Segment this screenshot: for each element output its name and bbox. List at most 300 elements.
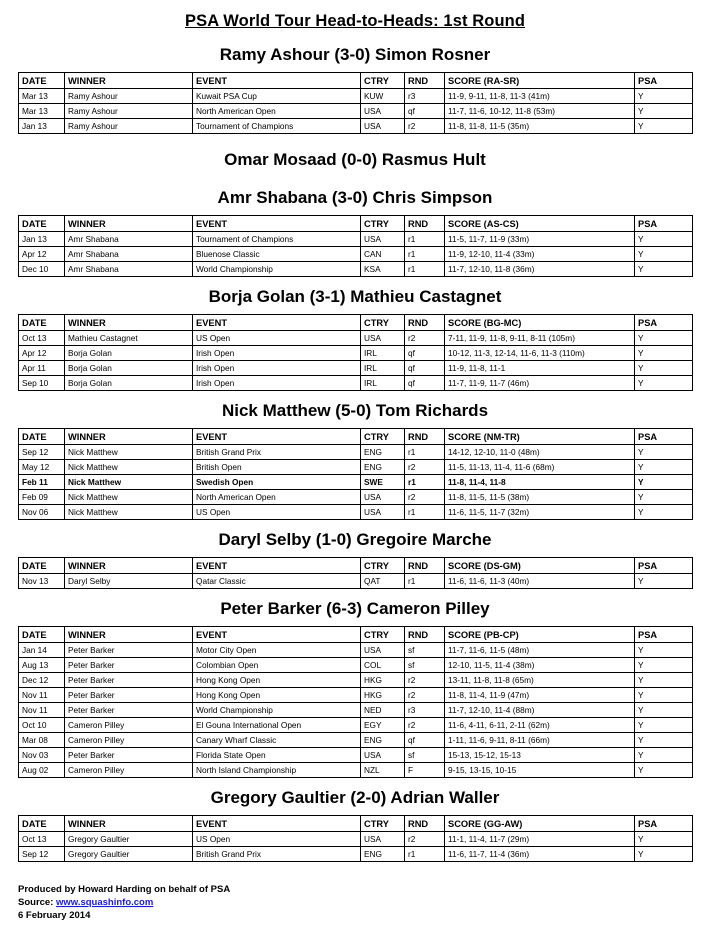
table-row [19,445,693,460]
cell-winner: Ramy Ashour [65,104,193,119]
cell-winner: Cameron Pilley [65,763,193,778]
cell-ctry: ENG [361,733,405,748]
cell-date: Jan 13 [19,119,65,134]
cell-psa: Y [635,847,693,862]
cell-winner: Nick Matthew [65,445,193,460]
cell-psa: Y [635,247,693,262]
cell-date: Aug 02 [19,763,65,778]
cell-score: 7-11, 11-9, 11-8, 9-11, 8-11 (105m) [445,331,635,346]
cell-date: Mar 13 [19,104,65,119]
cell-winner: Cameron Pilley [65,733,193,748]
cell-ctry: ENG [361,847,405,862]
cell-winner: Borja Golan [65,346,193,361]
cell-date: Sep 12 [19,847,65,862]
column-header-winner: WINNER [65,627,193,643]
cell-score: 11-6, 4-11, 6-11, 2-11 (62m) [445,718,635,733]
column-header-event: EVENT [193,216,361,232]
cell-event: Swedish Open [193,475,361,490]
cell-rnd: qf [405,376,445,391]
cell-psa: Y [635,748,693,763]
table-row [19,673,693,688]
cell-score: 11-7, 12-10, 11-4 (88m) [445,703,635,718]
cell-rnd: r1 [405,574,445,589]
table-row [19,89,693,104]
cell-event: US Open [193,505,361,520]
footer-produced-by: Produced by Howard Harding on behalf of PSA [18,884,231,895]
table-row [19,643,693,658]
cell-winner: Cameron Pilley [65,718,193,733]
match-block [18,287,692,391]
table-header-row [19,627,693,643]
cell-psa: Y [635,475,693,490]
cell-ctry: USA [361,643,405,658]
match-block [18,188,692,277]
cell-rnd: r2 [405,718,445,733]
column-header-winner: WINNER [65,429,193,445]
footer-source-link[interactable]: www.squashinfo.com [56,896,154,908]
cell-winner: Mathieu Castagnet [65,331,193,346]
page-title: PSA World Tour Head-to-Heads: 1st Round [184,12,525,30]
cell-rnd: sf [405,748,445,763]
table-row [19,763,693,778]
table-header-row [19,73,693,89]
table-header-row [19,315,693,331]
cell-score: 11-7, 12-10, 11-8 (36m) [445,262,635,277]
cell-ctry: CAN [361,247,405,262]
cell-winner: Peter Barker [65,703,193,718]
table-row [19,460,693,475]
cell-rnd: r1 [405,505,445,520]
cell-psa: Y [635,643,693,658]
column-header-psa: PSA [635,627,693,643]
column-header-event: EVENT [193,558,361,574]
cell-date: May 12 [19,460,65,475]
cell-date: Sep 12 [19,445,65,460]
cell-ctry: USA [361,232,405,247]
column-header-score: SCORE (RA-SR) [445,73,635,89]
cell-psa: Y [635,832,693,847]
cell-event: World Championship [193,703,361,718]
cell-score: 11-8, 11-8, 11-5 (35m) [445,119,635,134]
match-title: Peter Barker (6-3) Cameron Pilley [220,599,490,618]
cell-score: 12-10, 11-5, 11-4 (38m) [445,658,635,673]
cell-date: Apr 12 [19,346,65,361]
cell-rnd: r2 [405,673,445,688]
cell-psa: Y [635,718,693,733]
column-header-rnd: RND [405,627,445,643]
column-header-ctry: CTRY [361,315,405,331]
footer-date: 6 February 2014 [18,909,91,921]
cell-psa: Y [635,673,693,688]
table-row [19,119,693,134]
cell-winner: Ramy Ashour [65,119,193,134]
match-title: Omar Mosaad (0-0) Rasmus Hult [224,150,486,169]
table-row [19,346,693,361]
table-row [19,574,693,589]
table-header-row [19,216,693,232]
cell-rnd: r2 [405,119,445,134]
cell-event: British Grand Prix [193,445,361,460]
head-to-head-table [18,215,693,277]
cell-score: 11-7, 11-9, 11-7 (46m) [445,376,635,391]
cell-rnd: sf [405,643,445,658]
cell-winner: Nick Matthew [65,475,193,490]
cell-ctry: KUW [361,89,405,104]
cell-date: Mar 08 [19,733,65,748]
cell-ctry: USA [361,832,405,847]
column-header-rnd: RND [405,315,445,331]
cell-winner: Peter Barker [65,688,193,703]
table-header-row [19,429,693,445]
column-header-winner: WINNER [65,73,193,89]
head-to-head-table [18,314,693,391]
cell-score: 11-6, 11-7, 11-4 (36m) [445,847,635,862]
column-header-event: EVENT [193,816,361,832]
column-header-psa: PSA [635,216,693,232]
cell-winner: Borja Golan [65,361,193,376]
column-header-date: DATE [19,558,65,574]
match-block [18,45,692,134]
cell-psa: Y [635,688,693,703]
match-title: Gregory Gaultier (2-0) Adrian Waller [210,788,500,807]
cell-psa: Y [635,574,693,589]
cell-psa: Y [635,262,693,277]
cell-event: US Open [193,832,361,847]
cell-psa: Y [635,89,693,104]
table-row [19,331,693,346]
column-header-score: SCORE (GG-AW) [445,816,635,832]
cell-psa: Y [635,346,693,361]
cell-date: Feb 09 [19,490,65,505]
cell-rnd: r1 [405,232,445,247]
table-row [19,748,693,763]
cell-score: 11-6, 11-5, 11-7 (32m) [445,505,635,520]
cell-rnd: r1 [405,445,445,460]
match-title: Ramy Ashour (3-0) Simon Rosner [219,45,491,64]
table-row [19,232,693,247]
cell-score: 11-1, 11-4, 11-7 (29m) [445,832,635,847]
cell-event: North American Open [193,490,361,505]
cell-rnd: r3 [405,703,445,718]
cell-score: 11-9, 11-8, 11-1 [445,361,635,376]
cell-score: 11-9, 12-10, 11-4 (33m) [445,247,635,262]
cell-ctry: HKG [361,688,405,703]
cell-ctry: ENG [361,460,405,475]
cell-ctry: USA [361,331,405,346]
match-title: Daryl Selby (1-0) Gregoire Marche [218,530,492,549]
cell-ctry: COL [361,658,405,673]
cell-rnd: qf [405,733,445,748]
cell-event: Colombian Open [193,658,361,673]
cell-rnd: r2 [405,460,445,475]
column-header-psa: PSA [635,73,693,89]
cell-event: British Grand Prix [193,847,361,862]
table-row [19,104,693,119]
cell-date: Jan 14 [19,643,65,658]
cell-date: Nov 06 [19,505,65,520]
cell-event: Canary Wharf Classic [193,733,361,748]
cell-date: Apr 12 [19,247,65,262]
cell-event: Hong Kong Open [193,688,361,703]
cell-ctry: USA [361,119,405,134]
column-header-rnd: RND [405,429,445,445]
cell-event: Florida State Open [193,748,361,763]
cell-psa: Y [635,658,693,673]
cell-ctry: USA [361,104,405,119]
head-to-head-table [18,557,693,589]
cell-rnd: qf [405,104,445,119]
table-row [19,247,693,262]
cell-date: Nov 11 [19,703,65,718]
cell-psa: Y [635,445,693,460]
column-header-rnd: RND [405,216,445,232]
cell-date: Nov 13 [19,574,65,589]
cell-ctry: HKG [361,673,405,688]
cell-event: World Championship [193,262,361,277]
cell-score: 13-11, 11-8, 11-8 (65m) [445,673,635,688]
column-header-rnd: RND [405,816,445,832]
cell-winner: Nick Matthew [65,460,193,475]
column-header-event: EVENT [193,73,361,89]
table-row [19,847,693,862]
cell-event: Kuwait PSA Cup [193,89,361,104]
table-row [19,718,693,733]
column-header-ctry: CTRY [361,816,405,832]
cell-event: Motor City Open [193,643,361,658]
cell-event: Qatar Classic [193,574,361,589]
column-header-event: EVENT [193,627,361,643]
table-row [19,475,693,490]
cell-ctry: USA [361,505,405,520]
match-block [18,150,692,170]
cell-psa: Y [635,104,693,119]
cell-date: Nov 03 [19,748,65,763]
cell-score: 11-5, 11-7, 11-9 (33m) [445,232,635,247]
column-header-date: DATE [19,429,65,445]
cell-score: 11-8, 11-4, 11-9 (47m) [445,688,635,703]
cell-score: 11-9, 9-11, 11-8, 11-3 (41m) [445,89,635,104]
cell-date: Oct 13 [19,832,65,847]
cell-score: 11-8, 11-5, 11-5 (38m) [445,490,635,505]
column-header-date: DATE [19,73,65,89]
cell-score: 11-7, 11-6, 11-5 (48m) [445,643,635,658]
column-header-date: DATE [19,816,65,832]
cell-ctry: IRL [361,361,405,376]
cell-score: 11-7, 11-6, 10-12, 11-8 (53m) [445,104,635,119]
cell-event: North Island Championship [193,763,361,778]
cell-rnd: r2 [405,331,445,346]
column-header-event: EVENT [193,315,361,331]
cell-event: Irish Open [193,346,361,361]
cell-psa: Y [635,376,693,391]
cell-ctry: IRL [361,376,405,391]
cell-winner: Gregory Gaultier [65,832,193,847]
table-row [19,490,693,505]
table-row [19,376,693,391]
cell-date: Oct 10 [19,718,65,733]
column-header-score: SCORE (BG-MC) [445,315,635,331]
match-block [18,599,692,778]
cell-rnd: r1 [405,262,445,277]
cell-ctry: USA [361,490,405,505]
cell-psa: Y [635,232,693,247]
cell-winner: Peter Barker [65,643,193,658]
column-header-score: SCORE (DS-GM) [445,558,635,574]
column-header-psa: PSA [635,429,693,445]
cell-rnd: F [405,763,445,778]
cell-date: Mar 13 [19,89,65,104]
cell-winner: Nick Matthew [65,490,193,505]
cell-event: Tournament of Champions [193,119,361,134]
cell-score: 9-15, 13-15, 10-15 [445,763,635,778]
cell-rnd: sf [405,658,445,673]
cell-rnd: qf [405,346,445,361]
cell-date: Jan 13 [19,232,65,247]
cell-psa: Y [635,733,693,748]
match-block [18,530,692,589]
column-header-rnd: RND [405,558,445,574]
cell-winner: Peter Barker [65,748,193,763]
cell-ctry: USA [361,748,405,763]
cell-score: 1-11, 11-6, 9-11, 8-11 (66m) [445,733,635,748]
cell-rnd: r1 [405,247,445,262]
cell-event: Hong Kong Open [193,673,361,688]
footer-source [18,897,692,910]
cell-ctry: SWE [361,475,405,490]
table-header-row [19,816,693,832]
cell-ctry: KSA [361,262,405,277]
cell-event: North American Open [193,104,361,119]
head-to-head-table [18,72,693,134]
cell-date: Apr 11 [19,361,65,376]
column-header-winner: WINNER [65,816,193,832]
cell-event: British Open [193,460,361,475]
match-title: Nick Matthew (5-0) Tom Richards [221,401,489,420]
column-header-ctry: CTRY [361,627,405,643]
column-header-ctry: CTRY [361,558,405,574]
cell-date: Oct 13 [19,331,65,346]
cell-score: 11-6, 11-6, 11-3 (40m) [445,574,635,589]
cell-date: Aug 13 [19,658,65,673]
cell-psa: Y [635,361,693,376]
cell-event: Tournament of Champions [193,232,361,247]
column-header-winner: WINNER [65,558,193,574]
cell-event: Irish Open [193,361,361,376]
column-header-rnd: RND [405,73,445,89]
cell-date: Dec 12 [19,673,65,688]
table-row [19,688,693,703]
cell-psa: Y [635,763,693,778]
cell-score: 11-8, 11-4, 11-8 [445,475,635,490]
head-to-head-table [18,626,693,778]
match-title: Borja Golan (3-1) Mathieu Castagnet [208,287,502,306]
column-header-winner: WINNER [65,315,193,331]
cell-ctry: NZL [361,763,405,778]
cell-winner: Amr Shabana [65,262,193,277]
cell-winner: Daryl Selby [65,574,193,589]
cell-rnd: r1 [405,847,445,862]
match-title: Amr Shabana (3-0) Chris Simpson [217,188,493,207]
cell-date: Nov 11 [19,688,65,703]
cell-winner: Borja Golan [65,376,193,391]
cell-date: Feb 11 [19,475,65,490]
cell-ctry: NED [361,703,405,718]
cell-winner: Amr Shabana [65,247,193,262]
table-row [19,505,693,520]
cell-winner: Peter Barker [65,673,193,688]
table-row [19,262,693,277]
table-row [19,832,693,847]
cell-ctry: IRL [361,346,405,361]
cell-score: 11-5, 11-13, 11-4, 11-6 (68m) [445,460,635,475]
cell-rnd: qf [405,361,445,376]
column-header-winner: WINNER [65,216,193,232]
head-to-head-table [18,815,693,862]
table-row [19,658,693,673]
cell-event: El Gouna International Open [193,718,361,733]
column-header-ctry: CTRY [361,429,405,445]
column-header-ctry: CTRY [361,216,405,232]
table-header-row [19,558,693,574]
cell-winner: Nick Matthew [65,505,193,520]
table-row [19,361,693,376]
matches-container [18,45,692,862]
cell-event: US Open [193,331,361,346]
cell-psa: Y [635,119,693,134]
cell-rnd: r2 [405,832,445,847]
column-header-date: DATE [19,315,65,331]
footer-source-label: Source: [18,896,54,908]
cell-psa: Y [635,703,693,718]
cell-score: 14-12, 12-10, 11-0 (48m) [445,445,635,460]
column-header-ctry: CTRY [361,73,405,89]
cell-rnd: r2 [405,688,445,703]
cell-rnd: r2 [405,490,445,505]
cell-event: Irish Open [193,376,361,391]
cell-psa: Y [635,331,693,346]
cell-ctry: QAT [361,574,405,589]
column-header-date: DATE [19,627,65,643]
column-header-psa: PSA [635,816,693,832]
table-row [19,733,693,748]
column-header-score: SCORE (NM-TR) [445,429,635,445]
cell-winner: Peter Barker [65,658,193,673]
cell-date: Sep 10 [19,376,65,391]
table-row [19,703,693,718]
column-header-date: DATE [19,216,65,232]
cell-rnd: r3 [405,89,445,104]
column-header-score: SCORE (PB-CP) [445,627,635,643]
cell-winner: Amr Shabana [65,232,193,247]
match-block [18,401,692,520]
cell-winner: Gregory Gaultier [65,847,193,862]
cell-ctry: EGY [361,718,405,733]
cell-psa: Y [635,505,693,520]
column-header-event: EVENT [193,429,361,445]
cell-ctry: ENG [361,445,405,460]
cell-psa: Y [635,490,693,505]
column-header-psa: PSA [635,558,693,574]
match-block [18,788,692,862]
cell-score: 10-12, 11-3, 12-14, 11-6, 11-3 (110m) [445,346,635,361]
cell-winner: Ramy Ashour [65,89,193,104]
head-to-head-table [18,428,693,520]
cell-date: Dec 10 [19,262,65,277]
cell-event: Bluenose Classic [193,247,361,262]
cell-psa: Y [635,460,693,475]
cell-rnd: r1 [405,475,445,490]
column-header-psa: PSA [635,315,693,331]
